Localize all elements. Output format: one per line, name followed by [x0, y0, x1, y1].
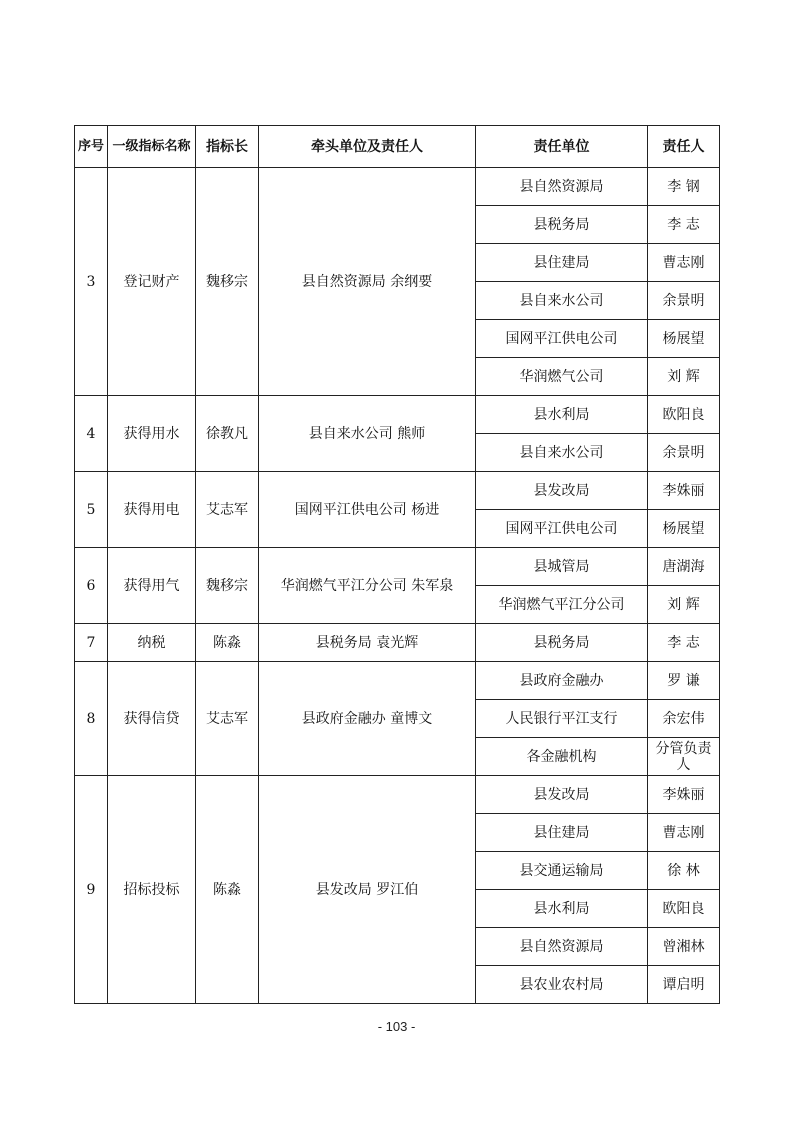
header-indicator: 一级指标名称	[108, 126, 196, 168]
cell-responsible-person: 欧阳良	[648, 890, 720, 928]
cell-responsible-unit: 县发改局	[476, 776, 648, 814]
cell-seq: 7	[75, 624, 108, 662]
cell-indicator-name: 获得用水	[108, 396, 196, 472]
cell-seq: 4	[75, 396, 108, 472]
cell-responsible-unit: 华润燃气公司	[476, 358, 648, 396]
cell-responsible-unit: 县水利局	[476, 890, 648, 928]
cell-responsible-person: 杨展望	[648, 510, 720, 548]
cell-responsible-unit: 县税务局	[476, 624, 648, 662]
cell-lead-unit: 国网平江供电公司 杨进	[259, 472, 476, 548]
cell-responsible-person: 欧阳良	[648, 396, 720, 434]
cell-responsible-person: 谭启明	[648, 966, 720, 1004]
table-row	[75, 168, 720, 206]
cell-responsible-person: 余宏伟	[648, 700, 720, 738]
cell-seq: 5	[75, 472, 108, 548]
cell-seq: 8	[75, 662, 108, 776]
cell-indicator-name: 获得用气	[108, 548, 196, 624]
cell-indicator-chief: 艾志军	[196, 662, 259, 776]
cell-lead-unit: 县自来水公司 熊师	[259, 396, 476, 472]
cell-seq: 9	[75, 776, 108, 1004]
cell-indicator-name: 获得信贷	[108, 662, 196, 776]
page-number: - 103 -	[377, 1019, 416, 1034]
cell-responsible-unit: 县自来水公司	[476, 434, 648, 472]
cell-responsible-person: 余景明	[648, 434, 720, 472]
header-chief: 指标长	[196, 126, 259, 168]
table-header-row	[75, 126, 720, 168]
cell-responsible-person: 罗 谦	[648, 662, 720, 700]
cell-lead-unit: 县自然资源局 余纲要	[259, 168, 476, 396]
cell-responsible-person: 刘 辉	[648, 358, 720, 396]
table-row	[75, 662, 720, 700]
header-unit: 责任单位	[476, 126, 648, 168]
header-person: 责任人	[648, 126, 720, 168]
cell-lead-unit: 县发改局 罗江伯	[259, 776, 476, 1004]
cell-responsible-unit: 县城管局	[476, 548, 648, 586]
cell-indicator-name: 招标投标	[108, 776, 196, 1004]
cell-responsible-unit: 县住建局	[476, 244, 648, 282]
cell-responsible-unit: 县发改局	[476, 472, 648, 510]
cell-responsible-person: 余景明	[648, 282, 720, 320]
table-row	[75, 472, 720, 510]
cell-responsible-unit: 县自然资源局	[476, 168, 648, 206]
cell-responsible-person: 分管负责人	[648, 738, 720, 776]
cell-responsible-person: 李姝丽	[648, 472, 720, 510]
cell-responsible-person: 李 钢	[648, 168, 720, 206]
table-row	[75, 776, 720, 814]
cell-indicator-name: 纳税	[108, 624, 196, 662]
table-body	[75, 168, 720, 1004]
cell-responsible-person: 杨展望	[648, 320, 720, 358]
header-seq: 序号	[75, 126, 108, 168]
table-row	[75, 396, 720, 434]
cell-lead-unit: 华润燃气平江分公司 朱军泉	[259, 548, 476, 624]
cell-indicator-chief: 陈淼	[196, 624, 259, 662]
cell-responsible-unit: 县交通运输局	[476, 852, 648, 890]
cell-responsible-unit: 县政府金融办	[476, 662, 648, 700]
cell-indicator-name: 获得用电	[108, 472, 196, 548]
cell-responsible-person: 唐湖海	[648, 548, 720, 586]
cell-responsible-person: 曾湘林	[648, 928, 720, 966]
cell-lead-unit: 县政府金融办 童博文	[259, 662, 476, 776]
cell-responsible-person: 李 志	[648, 624, 720, 662]
cell-responsible-unit: 国网平江供电公司	[476, 510, 648, 548]
cell-responsible-person: 李姝丽	[648, 776, 720, 814]
cell-indicator-chief: 徐教凡	[196, 396, 259, 472]
cell-responsible-unit: 县自然资源局	[476, 928, 648, 966]
cell-seq: 3	[75, 168, 108, 396]
header-lead: 牵头单位及责任人	[259, 126, 476, 168]
cell-indicator-chief: 魏移宗	[196, 168, 259, 396]
cell-responsible-person: 徐 林	[648, 852, 720, 890]
table-row	[75, 624, 720, 662]
cell-responsible-unit: 县自来水公司	[476, 282, 648, 320]
cell-responsible-unit: 华润燃气平江分公司	[476, 586, 648, 624]
cell-responsible-unit: 县水利局	[476, 396, 648, 434]
cell-indicator-chief: 陈淼	[196, 776, 259, 1004]
cell-seq: 6	[75, 548, 108, 624]
cell-responsible-unit: 县税务局	[476, 206, 648, 244]
table-row	[75, 548, 720, 586]
cell-responsible-unit: 国网平江供电公司	[476, 320, 648, 358]
cell-responsible-unit: 县住建局	[476, 814, 648, 852]
cell-lead-unit: 县税务局 袁光辉	[259, 624, 476, 662]
cell-responsible-unit: 人民银行平江支行	[476, 700, 648, 738]
cell-responsible-person: 曹志刚	[648, 814, 720, 852]
cell-indicator-chief: 艾志军	[196, 472, 259, 548]
cell-responsible-person: 曹志刚	[648, 244, 720, 282]
cell-responsible-unit: 县农业农村局	[476, 966, 648, 1004]
cell-responsible-person: 李 志	[648, 206, 720, 244]
cell-responsible-person: 刘 辉	[648, 586, 720, 624]
responsibility-table	[74, 125, 720, 1004]
cell-indicator-chief: 魏移宗	[196, 548, 259, 624]
cell-indicator-name: 登记财产	[108, 168, 196, 396]
cell-responsible-unit: 各金融机构	[476, 738, 648, 776]
